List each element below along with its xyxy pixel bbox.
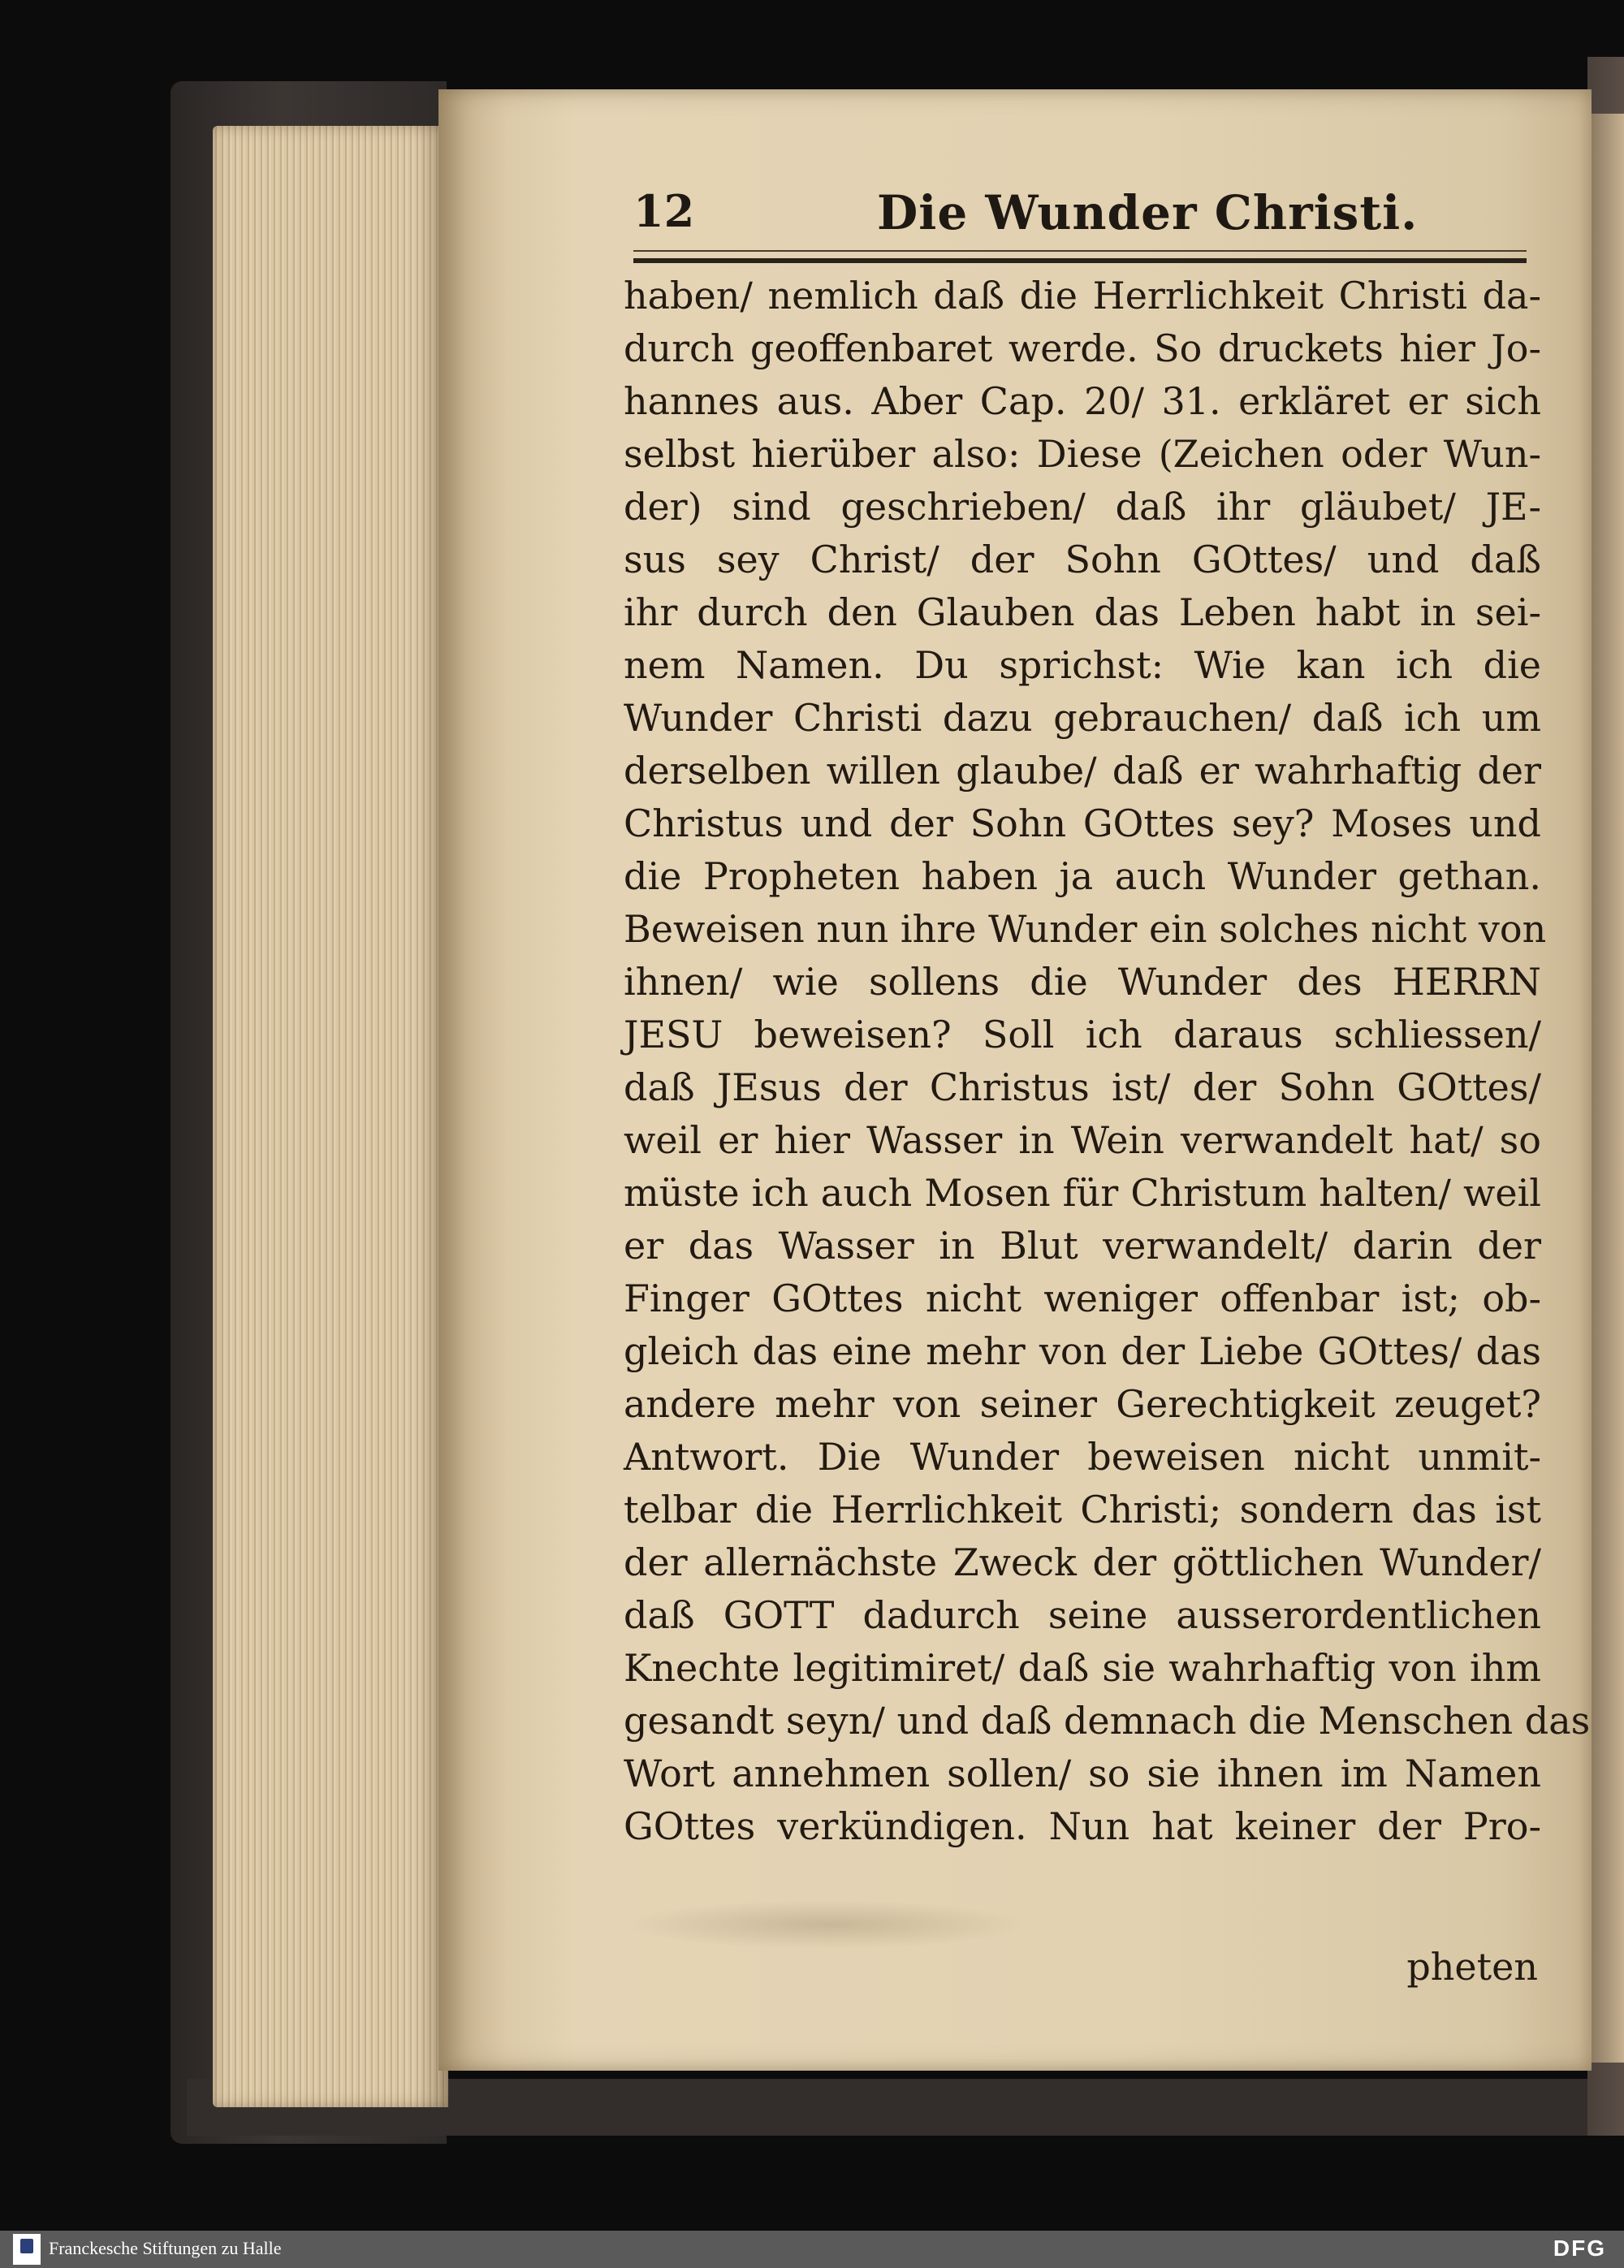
text-line: andere mehr von seiner Gerechtigkeit zeuget? (624, 1382, 1541, 1426)
text-line: ihnen/ wie sollens die Wunder des HERRN (624, 960, 1541, 1004)
head-rule-thin (633, 250, 1527, 252)
text-line: die Propheten haben ja auch Wunder gethan. (624, 854, 1541, 898)
text-line: derselben willen glaube/ daß er wahrhaftig der (624, 749, 1541, 793)
running-title: Die Wunder Christi. (877, 185, 1419, 240)
text-line: weil er hier Wasser in Wein verwandelt hat/ so (624, 1118, 1541, 1162)
text-line: hannes aus. Aber Cap. 20/ 31. erkläret er sich (624, 379, 1541, 423)
text-line: Finger GOttes nicht weniger offenbar ist; ob- (624, 1277, 1541, 1320)
text-line: daß JEsus der Christus ist/ der Sohn GOttes/ (624, 1065, 1541, 1109)
text-line: JESU beweisen? Soll ich daraus schliessen/ (624, 1013, 1541, 1056)
text-line: telbar die Herrlichkeit Christi; sondern das ist (624, 1488, 1541, 1531)
text-line: Beweisen nun ihre Wunder ein solches nicht von (624, 907, 1547, 951)
text-line: gesandt seyn/ und daß demnach die Menschen das (624, 1699, 1591, 1743)
text-line: durch geoffenbaret werde. So druckets hier Jo- (624, 326, 1541, 370)
text-line: haben/ nemlich daß die Herrlichkeit Christi da- (624, 274, 1541, 318)
text-line: daß GOTT dadurch seine ausserordentlichen (624, 1593, 1541, 1637)
footer-bar (0, 2231, 1624, 2268)
running-head (633, 185, 1527, 258)
text-line: Knechte legitimiret/ daß sie wahrhaftig von ihm (624, 1646, 1541, 1690)
text-line: Christus und der Sohn GOttes sey? Moses und (624, 801, 1541, 845)
body-text (624, 270, 1591, 1853)
text-line: GOttes verkündigen. Nun hat keiner der Pro- (624, 1804, 1541, 1848)
facing-page-edge (1592, 114, 1624, 2063)
text-line: ihr durch den Glauben das Leben habt in sei- (624, 590, 1541, 634)
text-line: Wort annehmen sollen/ so sie ihnen im Namen (624, 1752, 1541, 1795)
text-line: er das Wasser in Blut verwandelt/ darin der (624, 1224, 1541, 1268)
text-line: nem Namen. Du sprichst: Wie kan ich die (624, 643, 1541, 687)
text-line: Antwort. Die Wunder beweisen nicht unmit- (624, 1435, 1541, 1479)
text-line: selbst hierüber also: Diese (Zeichen oder Wun- (624, 432, 1541, 476)
bleed-through (625, 1900, 1031, 1949)
text-line: müste ich auch Mosen für Christum halten/ weil (624, 1171, 1541, 1215)
book-page (438, 89, 1592, 2071)
head-rule (633, 258, 1527, 263)
text-line: der allernächste Zweck der göttlichen Wunder/ (624, 1540, 1541, 1584)
francke-foundation-logo-icon (13, 2234, 41, 2265)
page-edges (213, 126, 448, 2107)
catchword: pheten (1406, 1945, 1538, 1989)
text-line: sus sey Christ/ der Sohn GOttes/ und daß (624, 538, 1541, 581)
text-line: gleich das eine mehr von der Liebe GOttes/ das (624, 1329, 1541, 1373)
dfg-logo: DFG (1553, 2236, 1606, 2261)
text-line: Wunder Christi dazu gebrauchen/ daß ich um (624, 696, 1541, 740)
page-number: 12 (633, 185, 695, 237)
text-line: der) sind geschrieben/ daß ihr gläubet/ JE- (624, 485, 1541, 529)
footer-institution: Franckesche Stiftungen zu Halle (49, 2238, 282, 2258)
